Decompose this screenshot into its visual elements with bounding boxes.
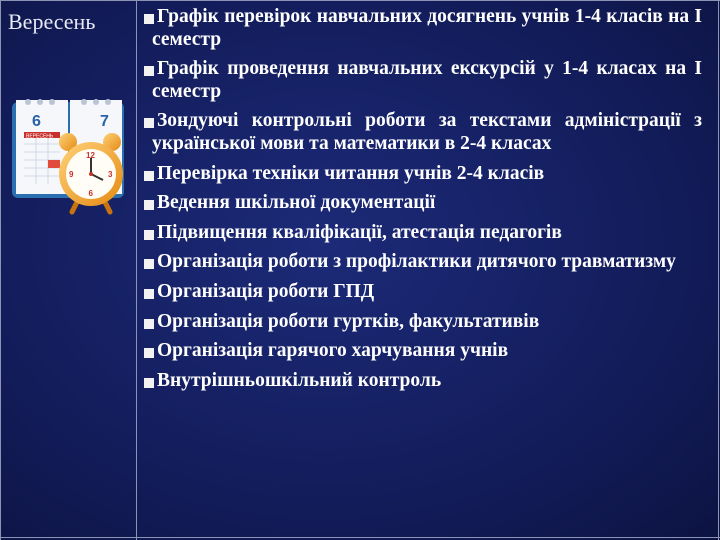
alarm-clock-icon bbox=[59, 133, 123, 212]
table-column-divider bbox=[136, 0, 137, 540]
calendar-header: ВЕРЕСЕНЬ bbox=[26, 133, 54, 140]
list-item: Організація роботи гуртків, факультативів bbox=[140, 311, 702, 334]
list-item: Зондуючі контрольні роботи за текстами адміністрації з української мови та математики в 2-4 класах bbox=[140, 110, 702, 155]
clock-numeral-9: 9 bbox=[69, 170, 74, 179]
clock-numeral-12: 12 bbox=[86, 151, 95, 160]
plan-list bbox=[140, 6, 702, 399]
table-border-right bbox=[718, 0, 719, 540]
calendar-page-left-number: 6 bbox=[32, 113, 41, 130]
list-item: Перевірка техніки читання учнів 2-4 класів bbox=[140, 163, 702, 186]
list-item: Ведення шкільної документації bbox=[140, 192, 702, 215]
month-label: Вересень bbox=[8, 9, 96, 34]
clock-numeral-3: 3 bbox=[108, 170, 113, 179]
list-item: Організація роботи ГПД bbox=[140, 281, 702, 304]
list-item: Підвищення кваліфікації, атестація педагогів bbox=[140, 222, 702, 245]
table-border-left bbox=[0, 0, 1, 540]
list-item: Графік перевірок навчальних досягнень учнів 1-4 класів на І семестр bbox=[140, 6, 702, 51]
clock-numeral-6: 6 bbox=[88, 189, 93, 198]
list-item: Організація гарячого харчування учнів bbox=[140, 340, 702, 363]
calendar-clock-illustration bbox=[8, 88, 138, 218]
list-item: Графік проведення навчальних екскурсій у 1-4 класах на І семестр bbox=[140, 58, 702, 103]
list-item: Організація роботи з профілактики дитячого травматизму bbox=[140, 251, 702, 274]
list-item: Внутрішньошкільний контроль bbox=[140, 370, 702, 393]
table-border-bottom bbox=[0, 537, 720, 538]
calendar-page-right-number: 7 bbox=[100, 113, 109, 130]
